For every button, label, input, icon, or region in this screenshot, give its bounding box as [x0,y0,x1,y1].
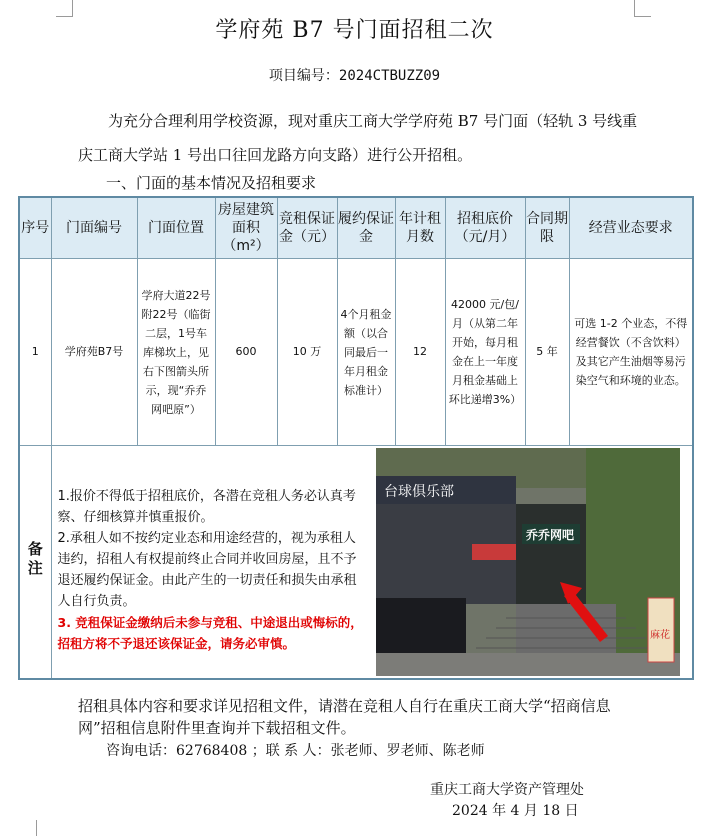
intro-paragraph: 为充分合理利用学校资源，现对重庆工商大学学府苑 B7 号门面（轻轨 3 号线重庆工商大学站 1 号出口往回龙路方向支路）进行公开招租。 [78,112,638,164]
storefront-photo [376,448,680,676]
header-term: 合同期限 [525,197,569,259]
cell-area: 600 [215,259,277,446]
issue-date: 2024 年 4 月 18 日 [452,803,579,819]
remark-item: 1.报价不得低于招租底价，各潜在竞租人务必认真考察、仔细核算并慎重报价。 [57,489,356,525]
storefront-photo-drawing [376,448,680,676]
cell-base-price: 42000 元/包/月（从第二年开始，每月租金在上一年度月租金基础上环比递增3%） [445,259,525,446]
cell-location: 学府大道22号附22号（临街二层，1号车库梯坎上，见右下图箭头所示，现“乔乔网吧原”） [137,259,215,446]
remark-label-cell [19,446,51,680]
remark-list [58,486,368,654]
section-heading: 一、门面的基本情况及招租要求 [106,174,317,192]
cell-months: 12 [395,259,445,446]
cell-bid-deposit: 10 万 [277,259,337,446]
cell-code: 学府苑B7号 [51,259,137,446]
header-location: 门面位置 [137,197,215,259]
header-base-price: 招租底价（元/月） [445,197,525,259]
remark-content-cell [51,446,693,680]
contact-info: 咨询电话：62768408 ；联 系 人：张老师、罗老师、陈老师 [106,743,485,759]
header-months: 年计租月数 [395,197,445,259]
remark-item-warning: 3. 竞租保证金缴纳后未参与竞租、中途退出或悔标的，招租方将不予退还该保证金，请务必审慎。 [57,615,363,651]
issuing-office: 重庆工商大学资产管理处 [430,782,584,798]
cell-business: 可选 1-2 个业态，不得经营餐饮（不含饮料）及其它产生油烟等易污染空气和环境的业态。 [569,259,693,446]
header-business: 经营业态要求 [569,197,693,259]
table-row [19,259,693,446]
lease-table [18,196,694,680]
header-bid-deposit: 竞租保证金（元） [277,197,337,259]
sign-netcafe: 乔乔网吧 [525,528,574,542]
remark-item: 2.承租人如不按约定业态和用途经营的，视为承租人违约，招租人有权提前终止合同并收回房屋，且不予退还履约保证金。由此产生的一切责任和损失由承租人自行负责。 [57,531,357,609]
remark-label: 备注 [25,541,44,579]
header-area: 房屋建筑面积（m²） [215,197,277,259]
page-corner-mark [20,820,37,836]
sign-mahua: 麻花 [649,630,670,641]
header-no: 序号 [19,197,51,259]
project-number: 项目编号：2024CTBUZZ09 [268,68,441,84]
header-code: 门面编号 [51,197,137,259]
cell-perf-deposit: 4个月租金额（以合同最后一年月租金标准计） [337,259,395,446]
document-title: 学府苑 B7 号门面招租二次 [215,18,494,43]
footer-note: 招租具体内容和要求详见招租文件，请潜在竞租人自行在重庆工商大学“招商信息网”招租信息附件里查询并下载招租文件。 [78,697,611,737]
cell-no: 1 [19,259,51,446]
header-perf-deposit: 履约保证金 [337,197,395,259]
sign-billiards: 台球俱乐部 [383,484,454,500]
cell-term: 5 年 [525,259,569,446]
